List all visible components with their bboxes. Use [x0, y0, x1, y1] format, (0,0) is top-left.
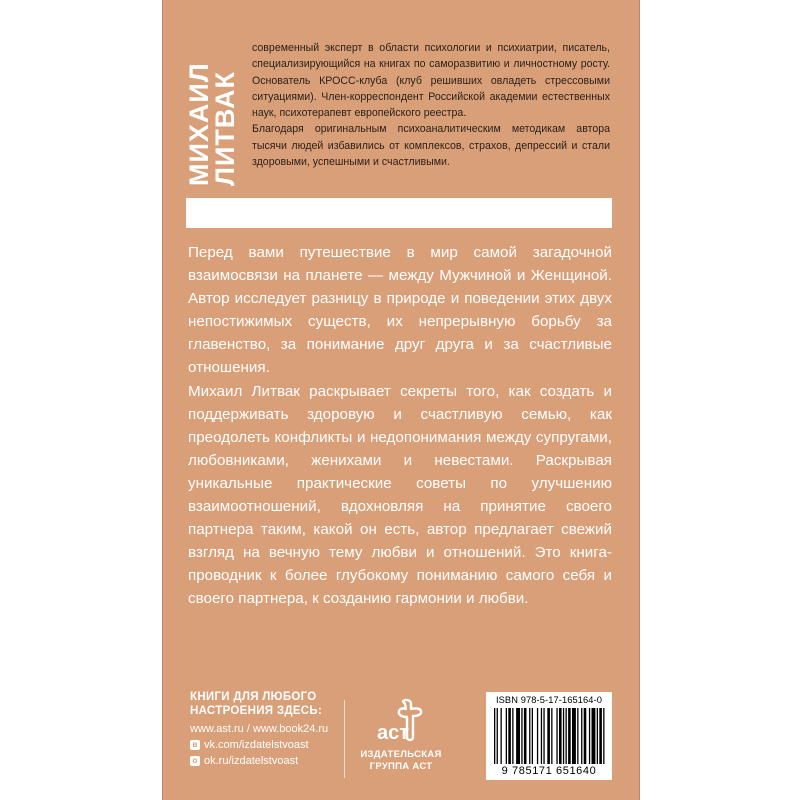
barcode-bar: [592, 708, 596, 764]
bio-paragraph: современный эксперт в области психологии и психиатрии, писатель, специализирующийся на книгах по саморазвитию и личностному росту. Основатель КРОСС-клуба (клуб решивших овладеть стрессовыми ситуациями). Член-корреспондент Российской академии естественных наук, психотерапевт европейского реестра.: [252, 42, 610, 120]
barcode-bar: [524, 708, 527, 764]
barcode-bar: [541, 708, 542, 764]
isbn-text: ISBN 978-5-17-165164-0: [495, 695, 603, 705]
svg-text:аст: аст: [377, 722, 410, 744]
barcode-digits: 9 785171 651640: [501, 765, 597, 777]
white-divider-bar: [186, 198, 612, 228]
barcode-block: [486, 692, 612, 780]
author-first-name: МИХАИЛ: [184, 62, 214, 186]
barcode-bar: [537, 708, 538, 764]
barcode-bar: [551, 708, 552, 764]
author-name-vertical: [186, 36, 246, 186]
barcode-bar: [532, 708, 533, 764]
footer-divider: [344, 700, 345, 778]
barcode-bar: [577, 708, 578, 764]
barcode-bar: [529, 708, 530, 764]
website-links: www.ast.ru / www.book24.ru: [190, 723, 329, 735]
barcode-bar: [572, 708, 576, 764]
vk-link: [190, 737, 340, 753]
barcode-bar: [521, 708, 522, 764]
barcode-bar: [597, 708, 598, 764]
barcode-bar: [599, 708, 602, 764]
barcode-bar: [563, 708, 564, 764]
barcode-image: [492, 708, 606, 766]
book-description: [188, 241, 612, 611]
barcode-bar: [501, 708, 502, 764]
links-title: КНИГИ ДЛЯ ЛЮБОГО НАСТРОЕНИЯ ЗДЕСЬ:: [190, 691, 323, 717]
publisher-name: ИЗДАТЕЛЬСКАЯ ГРУППА АСТ: [360, 749, 442, 772]
ok-icon: о: [190, 756, 200, 766]
bio-paragraph: Благодаря оригинальным психоаналитическим методикам автора тысячи людей избавились от комплексов, страхов, депрессий и стали здоровыми, успешными и счастливыми.: [252, 123, 610, 169]
barcode-bar: [516, 708, 520, 764]
barcode-bar: [584, 708, 587, 764]
author-bio: [252, 40, 610, 170]
barcode-bar: [508, 708, 511, 764]
ok-link-text: ok.ru/izdatelstvoast: [204, 755, 299, 767]
barcode-bar: [547, 708, 550, 764]
ast-logo-icon: [373, 697, 429, 747]
barcode-bar: [568, 708, 571, 764]
ok-link: [190, 753, 340, 769]
barcode-bar: [581, 708, 582, 764]
author-last-name: ЛИТВАК: [210, 71, 240, 186]
barcode-bar: [497, 708, 498, 764]
description-paragraph: Михаил Литвак раскрывает секреты того, как создать и поддерживать здоровую и счастливую семью, как преодолеть конфликты и недопонимания между супругами, любовниками, женихами и невестами. Раскрывая уникальные практические советы по улучшению взаимоотношений, вдохновляя на принятие своего партнера таким, какой он есть, автор предлагает свежий взгляд на вечную тему любви и отношений. Это книга-проводник к более глубокому пониманию самого себя и своего партнера, к созданию гармонии и любви.: [188, 382, 612, 608]
barcode-bar: [556, 708, 557, 764]
barcode-bar: [494, 708, 495, 764]
barcode-bar: [506, 708, 507, 764]
barcode-bar: [603, 708, 604, 764]
vk-icon: в: [190, 740, 200, 750]
publisher-links: [190, 690, 340, 769]
vk-link-text: vk.com/izdatelstvoast: [204, 739, 309, 751]
barcode-bar: [559, 708, 562, 764]
barcode-bar: [589, 708, 590, 764]
barcode-bar: [512, 708, 513, 764]
barcode-bar: [566, 708, 567, 764]
barcode-bar: [543, 708, 544, 764]
description-paragraph: Перед вами путешествие в мир самой загадочной взаимосвязи на планете — между Мужчиной и Женщиной. Автор исследует разницу в природе и поведении этих двух непостижимых существ, их непрерывную борьбу за главенство, за понимание друг друга и за счастливые отношения.: [188, 244, 612, 377]
publisher-block: [356, 697, 446, 773]
